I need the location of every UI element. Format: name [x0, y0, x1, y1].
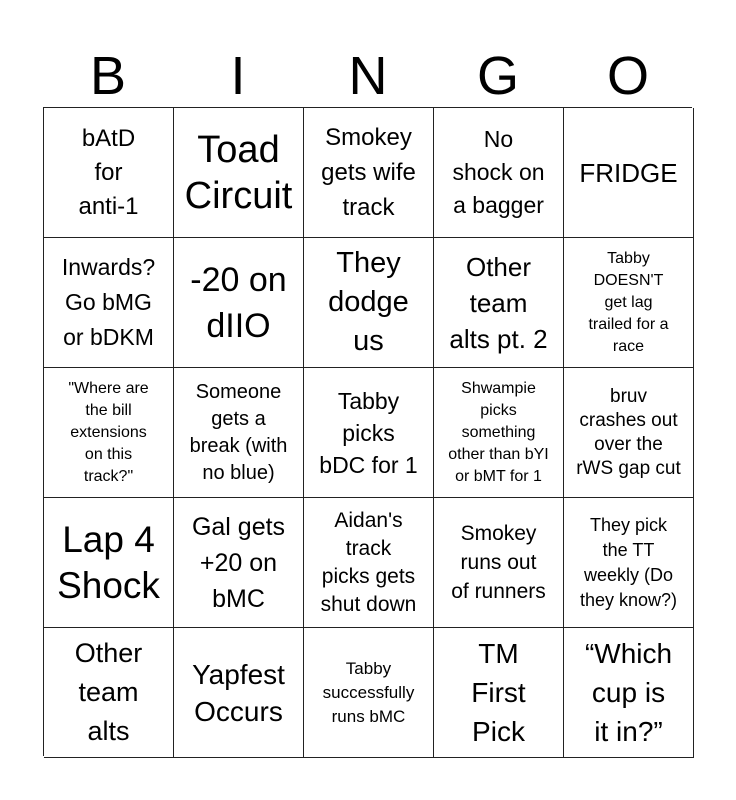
bingo-cell-r3c1[interactable] — [44, 368, 174, 498]
bingo-cell-r4c3[interactable] — [304, 498, 434, 628]
bingo-cell-text: “Which cup is it in?” — [584, 638, 673, 747]
bingo-cell-r2c5[interactable] — [564, 238, 694, 368]
bingo-cell-text: Smokey runs out of runners — [451, 522, 546, 603]
bingo-cell-r1c2[interactable] — [174, 108, 304, 238]
bingo-cell-text: Shwampie picks something other than bYI or bMT for 1 — [448, 379, 549, 485]
bingo-cell-r4c4[interactable] — [434, 498, 564, 628]
header-letter-g: G — [476, 46, 519, 106]
bingo-cell-r2c3[interactable] — [304, 238, 434, 368]
bingo-cell-text: Inwards? Go bMG or bDKM — [61, 254, 156, 350]
header-letter-i: I — [230, 46, 246, 106]
bingo-cell-r1c1[interactable] — [44, 108, 174, 238]
bingo-cell-r2c1[interactable] — [44, 238, 174, 368]
bingo-cell-text: Tabby picks bDC for 1 — [319, 387, 418, 478]
header-letter-n: N — [348, 46, 388, 106]
bingo-cell-r4c5[interactable] — [564, 498, 694, 628]
bingo-cell-r3c5[interactable] — [564, 368, 694, 498]
bingo-cell-text: Someone gets a break (with no blue) — [189, 380, 288, 484]
bingo-cell-text: -20 on dIIO — [190, 260, 287, 345]
header-letter-b: B — [89, 46, 127, 106]
bingo-cell-r3c2[interactable] — [174, 368, 304, 498]
bingo-cell-text: Other team alts — [74, 638, 143, 746]
bingo-cell-text: They pick the TT weekly (Do they know?) — [579, 514, 678, 610]
bingo-cell-r5c3[interactable] — [304, 628, 434, 758]
bingo-cell-text: FRIDGE — [579, 157, 678, 188]
bingo-cell-r1c4[interactable] — [434, 108, 564, 238]
bingo-cell-text: "Where are the bill extensions on this track?" — [68, 379, 149, 485]
bingo-cell-text: Other team alts pt. 2 — [449, 251, 548, 354]
bingo-cell-r3c4[interactable] — [434, 368, 564, 498]
bingo-cell-text: They dodge us — [328, 247, 409, 357]
bingo-cell-text: TM First Pick — [471, 638, 526, 747]
bingo-cell-r5c5[interactable] — [564, 628, 694, 758]
bingo-cell-text: Gal gets +20 on bMC — [191, 512, 286, 613]
header-letter-o: O — [606, 46, 649, 106]
bingo-cell-r3c3[interactable] — [304, 368, 434, 498]
bingo-cell-text: Tabby DOESN'T get lag trailed for a race — [588, 249, 669, 355]
bingo-cell-r5c1[interactable] — [44, 628, 174, 758]
bingo-cell-r1c3[interactable] — [304, 108, 434, 238]
bingo-cell-r4c2[interactable] — [174, 498, 304, 628]
bingo-cell-text: Lap 4 Shock — [57, 518, 160, 606]
bingo-cell-text: Yapfest Occurs — [192, 658, 285, 727]
bingo-cell-r5c4[interactable] — [434, 628, 564, 758]
bingo-cell-r5c2[interactable] — [174, 628, 304, 758]
bingo-cell-text: bruv crashes out over the rWS gap cut — [576, 385, 681, 479]
bingo-cell-r1c5[interactable] — [564, 108, 694, 238]
bingo-cell-text: Aidan's track picks gets shut down — [320, 508, 417, 616]
bingo-cell-text: No shock on a bagger — [452, 126, 545, 218]
bingo-cell-text: bAtD for anti-1 — [78, 124, 139, 220]
bingo-cell-r2c2[interactable] — [174, 238, 304, 368]
bingo-cell-r4c1[interactable] — [44, 498, 174, 628]
bingo-cell-text: Smokey gets wife track — [321, 124, 416, 221]
bingo-header — [43, 44, 693, 108]
bingo-cell-text: Toad Circuit — [184, 128, 293, 217]
bingo-grid — [43, 107, 692, 756]
bingo-cell-text: Tabby successfully runs bMC — [322, 658, 415, 726]
bingo-cell-r2c4[interactable] — [434, 238, 564, 368]
